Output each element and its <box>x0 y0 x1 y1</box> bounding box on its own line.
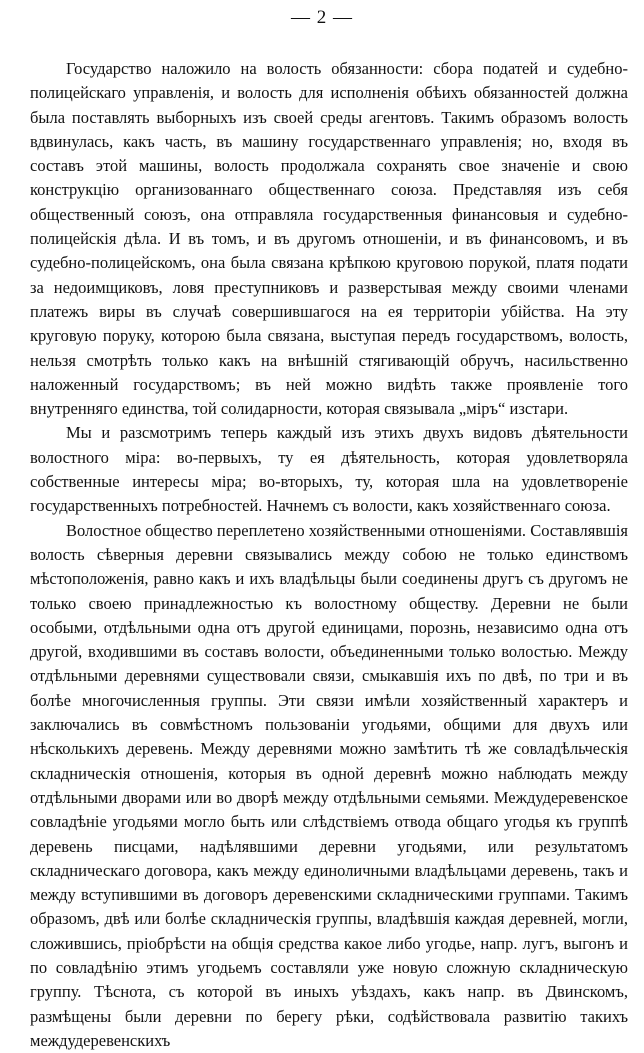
paragraph-1: Государство наложило на волость обязанности: сбора податей и судебно-полицейскаго управленія, и волость для исполненія обѣихъ обязанностей должна была поставлять выборныхъ изъ своей среды агентовъ. Такимъ образомъ волость вдвинулась, какъ часть, въ машину государственнаго управленія; но, входя въ составъ этой машины, волость продолжала сохранять свое значеніе и свою конструкцію организованнаго общественнаго союза. Представляя изъ себя общественный союзъ, она отправляла государственныя финансовыя и судебно-полицейскія дѣла. И въ томъ, и въ другомъ отношеніи, и въ финансовомъ, и въ судебно-полицейскомъ, она была связана крѣпкою круговою порукой, платя подати за недоимщиковъ, ловя преступниковъ и разверстывая между своими членами платежъ виры въ случаѣ совершившагося на ея территоріи убійства. На эту круговую поруку, которою была связана, выступая передъ государствомъ, волость, нельзя смотрѣть только какъ на внѣшній стягивающій обручъ, насильственно наложенный государствомъ; въ ней можно видѣть также проявленіе того внутренняго единства, той солидарности, которая связывала „міръ“ изстари. <box>30 59 628 419</box>
page-number: — 2 — <box>291 7 353 28</box>
paragraph-3: Волостное общество переплетено хозяйственными отношеніями. Составлявшія волость сѣверныя деревни связывались между собою не только единствомъ мѣстоположенія, равно какъ и ихъ владѣльцы были соединены другъ съ другомъ не только своею принадлежностью къ волостному обществу. Деревни не были особыми, отдѣльными одна отъ другой единицами, порознь, независимо одна отъ другой, входившими въ составъ волости, объединенными только волостью. Между отдѣльными деревнями существовали связи, смыкавшія ихъ по двѣ, по три и въ болѣе многочисленныя группы. Эти связи имѣли хозяйственный характеръ и заключались въ совмѣстномъ пользованіи угодьями, общими для двухъ или нѣсколькихъ деревень. Между деревнями можно замѣтить тѣ же совладѣльческія складническія отношенія, которыя въ одной деревнѣ можно наблюдать между отдѣльными дворами или во дворѣ между отдѣльными семьями. Междудеревенское совладѣніе угодьями могло быть или слѣдствіемъ отвода общаго угодья къ группѣ деревень писцами, надѣлявшими деревни угодьями, или результатомъ складническаго договора, какъ между единоличными владѣльцами деревень, такъ и между вступившими въ договоръ деревенскими складническими группами. Такимъ образомъ, двѣ или болѣе складническія группы, владѣвшія каждая деревней, могли, сложившись, пріобрѣсти на общія средства какое либо угодье, напр. лугъ, выгонъ и по совладѣнію этимъ угодьемъ составляли уже новую сложную складническую группу. Тѣснота, съ которой въ иныхъ уѣздахъ, какъ напр. въ Двинскомъ, размѣщены были деревни по берегу рѣки, содѣйствовала развитію такихъ междудеревенскихъ <box>30 520 628 1050</box>
paragraph-2: Мы и разсмотримъ теперь каждый изъ этихъ двухъ видовъ дѣятельности волостного міра: во-первыхъ, ту ея дѣятельность, которая удовлетворяла собственные интересы міра; во-вторыхъ, ту, которая шла на удовлетвореніе государственныхъ потребностей. Начнемъ съ волости, какъ хозяйственнаго союза. <box>30 423 628 516</box>
text-body <box>30 57 628 1053</box>
